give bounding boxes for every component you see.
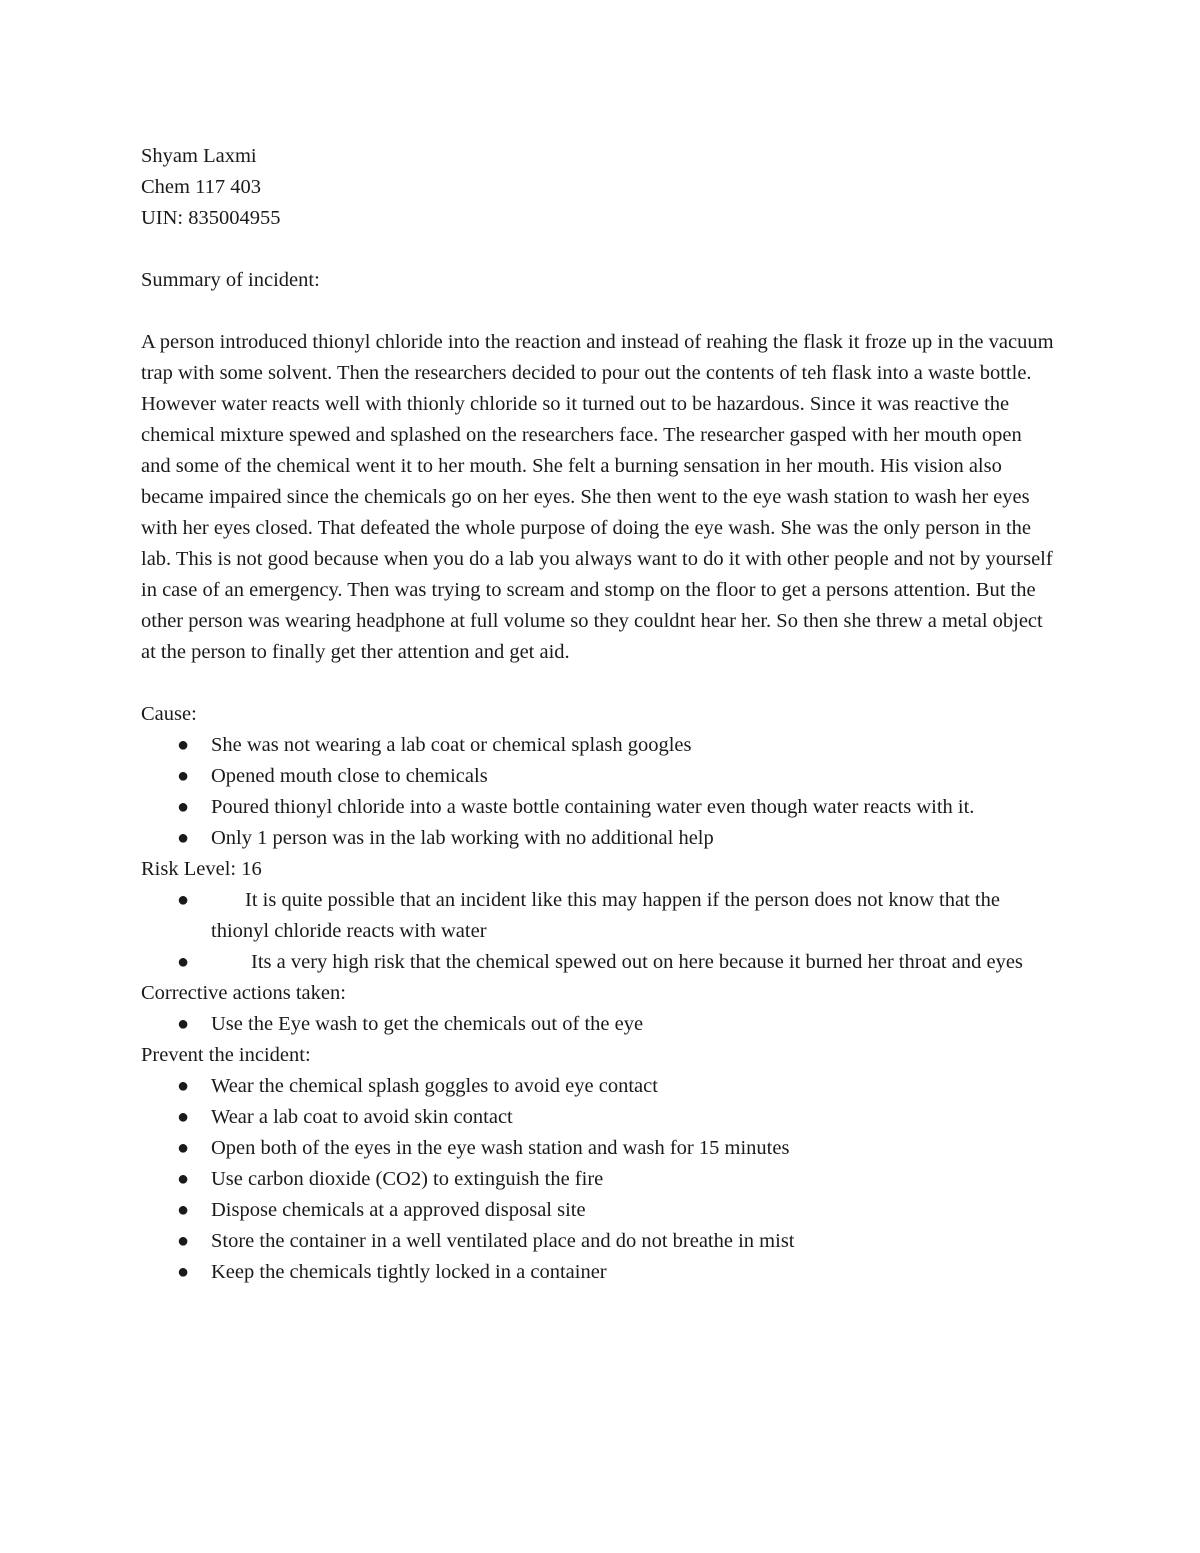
bullet-icon: ● — [177, 734, 190, 756]
bullet-icon: ● — [177, 1261, 190, 1283]
list-item: ● Wear the chemical splash goggles to avoid eye contact — [141, 1071, 1061, 1102]
blank-line — [141, 296, 1061, 327]
cause-heading: Cause: — [141, 703, 197, 725]
bullet-icon: ● — [177, 1137, 190, 1159]
bullet-icon: ● — [177, 951, 190, 973]
bullet-icon: ● — [177, 827, 190, 849]
bullet-icon: ● — [177, 1106, 190, 1128]
list-item: ● Only 1 person was in the lab working with no additional help — [141, 823, 1061, 854]
list-item: ● Use the Eye wash to get the chemicals out of the eye — [141, 1009, 1061, 1040]
list-item: ● Store the container in a well ventilated place and do not breathe in mist — [141, 1226, 1061, 1257]
bullet-icon: ● — [177, 1230, 190, 1252]
bullet-icon: ● — [177, 1013, 190, 1035]
bullet-icon: ● — [177, 1199, 190, 1221]
bullet-icon: ● — [177, 1075, 190, 1097]
list-item: ● Poured thionyl chloride into a waste bottle containing water even though water reacts with it. — [141, 792, 1061, 823]
risk-list — [141, 885, 1061, 978]
list-item: ● Dispose chemicals at a approved disposal site — [141, 1195, 1061, 1226]
bullet-icon: ● — [177, 765, 190, 787]
blank-line — [141, 668, 1061, 699]
summary-heading: Summary of incident: — [141, 269, 320, 291]
list-item: ● Keep the chemicals tightly locked in a container — [141, 1257, 1061, 1288]
uin: UIN: 835004955 — [141, 207, 281, 229]
bullet-icon: ● — [177, 889, 190, 911]
risk-level-heading: Risk Level: 16 — [141, 858, 262, 880]
corrective-list — [141, 1009, 1061, 1040]
cause-list — [141, 730, 1061, 854]
bullet-icon: ● — [177, 796, 190, 818]
list-item: ● Opened mouth close to chemicals — [141, 761, 1061, 792]
list-item: ● Open both of the eyes in the eye wash station and wash for 15 minutes — [141, 1133, 1061, 1164]
prevent-heading: Prevent the incident: — [141, 1044, 311, 1066]
course-code: Chem 117 403 — [141, 176, 261, 198]
bullet-icon: ● — [177, 1168, 190, 1190]
list-item: ● Wear a lab coat to avoid skin contact — [141, 1102, 1061, 1133]
author-name: Shyam Laxmi — [141, 145, 257, 167]
list-item: ● Use carbon dioxide (CO2) to extinguish the fire — [141, 1164, 1061, 1195]
list-item: ● It is quite possible that an incident like this may happen if the person does not know that the thionyl chloride reacts with water — [141, 885, 1061, 947]
summary-paragraph: A person introduced thionyl chloride into the reaction and instead of reahing the flask it froze up in the vacuum trap with some solvent. Then the researchers decided to pour out the contents of teh flask into a waste bottle. However water reacts well with thionly chloride so it turned out to be hazardous. Since it was reactive the chemical mixture spewed and splashed on the researchers face. The researcher gasped with her mouth open and some of the chemical went it to her mouth. She felt a burning sensation in her mouth. His vision also became impaired since the chemicals go on her eyes. She then went to the eye wash station to wash her eyes with her eyes closed. That defeated the whole purpose of doing the eye wash. She was the only person in the lab. This is not good because when you do a lab you always want to do it with other people and not by yourself in case of an emergency. Then was trying to scream and stomp on the floor to get a persons attention. But the other person was wearing headphone at full volume so they couldnt hear her. So then she threw a metal object at the person to finally get ther attention and get aid. — [141, 331, 1054, 663]
document-page — [141, 141, 1061, 1288]
blank-line — [141, 234, 1061, 265]
prevent-list — [141, 1071, 1061, 1288]
list-item: ● She was not wearing a lab coat or chemical splash googles — [141, 730, 1061, 761]
corrective-actions-heading: Corrective actions taken: — [141, 982, 346, 1004]
list-item: ● Its a very high risk that the chemical spewed out on here because it burned her throat and eyes — [141, 947, 1061, 978]
